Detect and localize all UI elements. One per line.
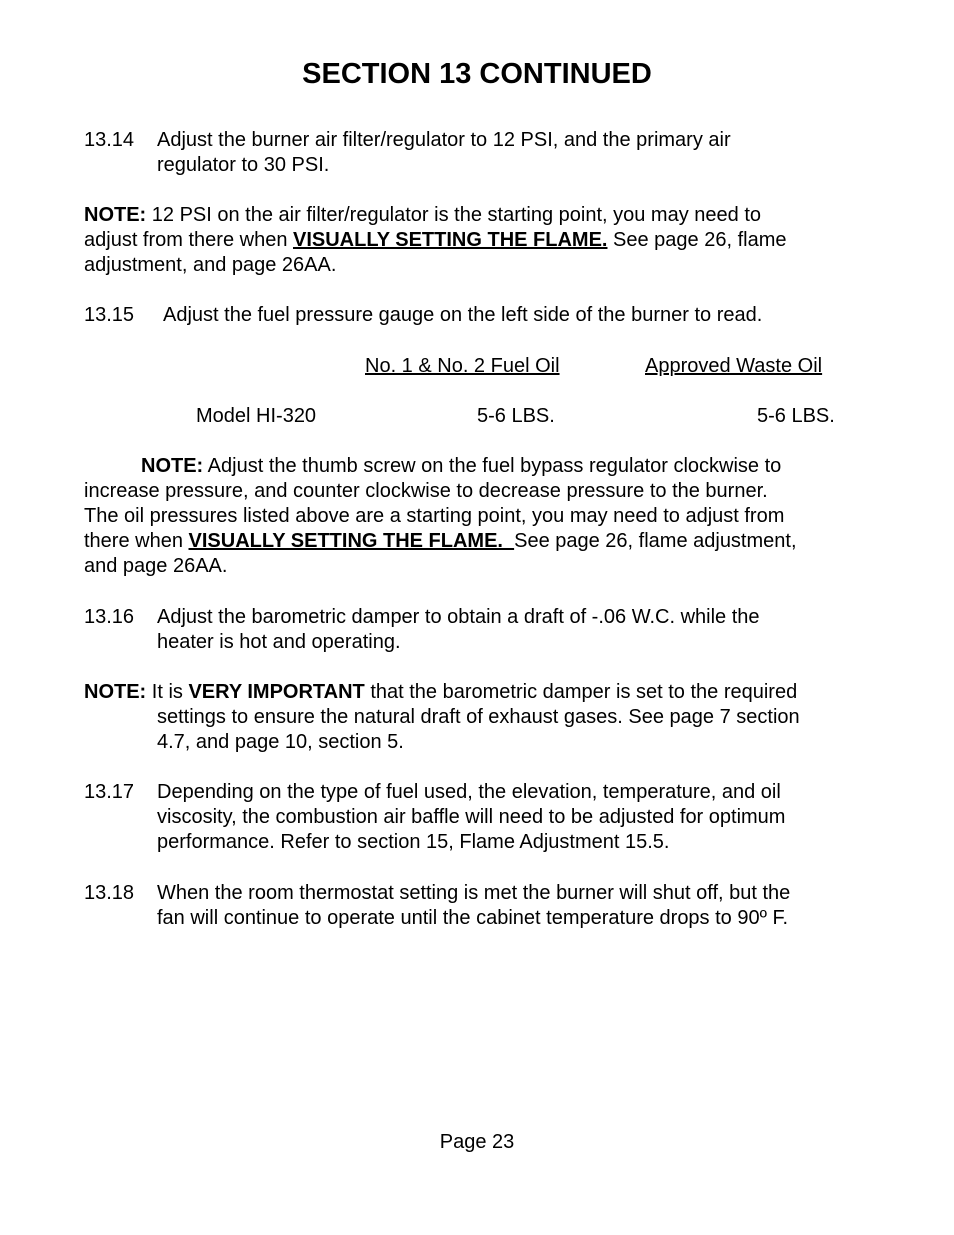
note-line: and page 26AA. xyxy=(84,555,228,577)
note-label: NOTE: xyxy=(141,455,204,477)
note-line: NOTE: Adjust the thumb screw on the fuel bypass regulator clockwise to xyxy=(141,455,782,477)
note-label: NOTE: xyxy=(84,204,147,226)
step-number: 13.14 xyxy=(84,129,135,151)
cell-fuel-oil-pressure: 5-6 LBS. xyxy=(477,405,555,427)
cell-waste-oil-pressure: 5-6 LBS. xyxy=(757,405,835,427)
note-label: NOTE: xyxy=(84,681,147,703)
note-line: increase pressure, and counter clockwise to decrease pressure to the burner. xyxy=(84,480,768,502)
column-header-waste-oil: Approved Waste Oil xyxy=(645,355,823,377)
note-line: settings to ensure the natural draft of exhaust gases. See page 7 section xyxy=(157,706,800,728)
note-line: The oil pressures listed above are a starting point, you may need to adjust from xyxy=(84,505,785,527)
step-text-line: heater is hot and operating. xyxy=(157,631,401,653)
step-number: 13.17 xyxy=(84,781,135,803)
emphasis-text: VERY IMPORTANT xyxy=(188,681,365,703)
note-line: NOTE: It is VERY IMPORTANT that the barometric damper is set to the required xyxy=(84,681,798,703)
step-text-line: Depending on the type of fuel used, the elevation, temperature, and oil xyxy=(157,781,781,803)
column-header-fuel-oil: No. 1 & No. 2 Fuel Oil xyxy=(365,355,560,377)
step-text-line: Adjust the barometric damper to obtain a draft of -.06 W.C. while the xyxy=(157,606,760,628)
step-number: 13.16 xyxy=(84,606,135,628)
note-line: 4.7, and page 10, section 5. xyxy=(157,731,404,753)
note-line: adjust from there when VISUALLY SETTING THE FLAME. See page 26, flame xyxy=(84,229,787,251)
step-text-line: Adjust the burner air filter/regulator to 12 PSI, and the primary air xyxy=(157,129,731,151)
step-number: 13.15 xyxy=(84,304,135,326)
note-line: NOTE: 12 PSI on the air filter/regulator is the starting point, you may need to xyxy=(84,204,762,226)
row-label-model: Model HI-320 xyxy=(196,405,317,427)
step-text-line: regulator to 30 PSI. xyxy=(157,154,330,176)
section-title: SECTION 13 CONTINUED xyxy=(302,58,652,90)
step-number: 13.18 xyxy=(84,882,135,904)
emphasis-text: VISUALLY SETTING THE FLAME. xyxy=(188,530,515,552)
step-text-line: Adjust the fuel pressure gauge on the left side of the burner to read. xyxy=(163,304,763,326)
step-text-line: performance. Refer to section 15, Flame Adjustment 15.5. xyxy=(157,831,670,853)
step-text-line: fan will continue to operate until the cabinet temperature drops to 90º F. xyxy=(157,907,789,929)
page-number: Page 23 xyxy=(439,1131,515,1153)
step-text-line: viscosity, the combustion air baffle will need to be adjusted for optimum xyxy=(157,806,786,828)
note-line: there when VISUALLY SETTING THE FLAME. See page 26, flame adjustment, xyxy=(84,530,797,552)
step-text-line: When the room thermostat setting is met the burner will shut off, but the xyxy=(157,882,791,904)
emphasis-text: VISUALLY SETTING THE FLAME. xyxy=(293,229,608,251)
note-line: adjustment, and page 26AA. xyxy=(84,254,337,276)
